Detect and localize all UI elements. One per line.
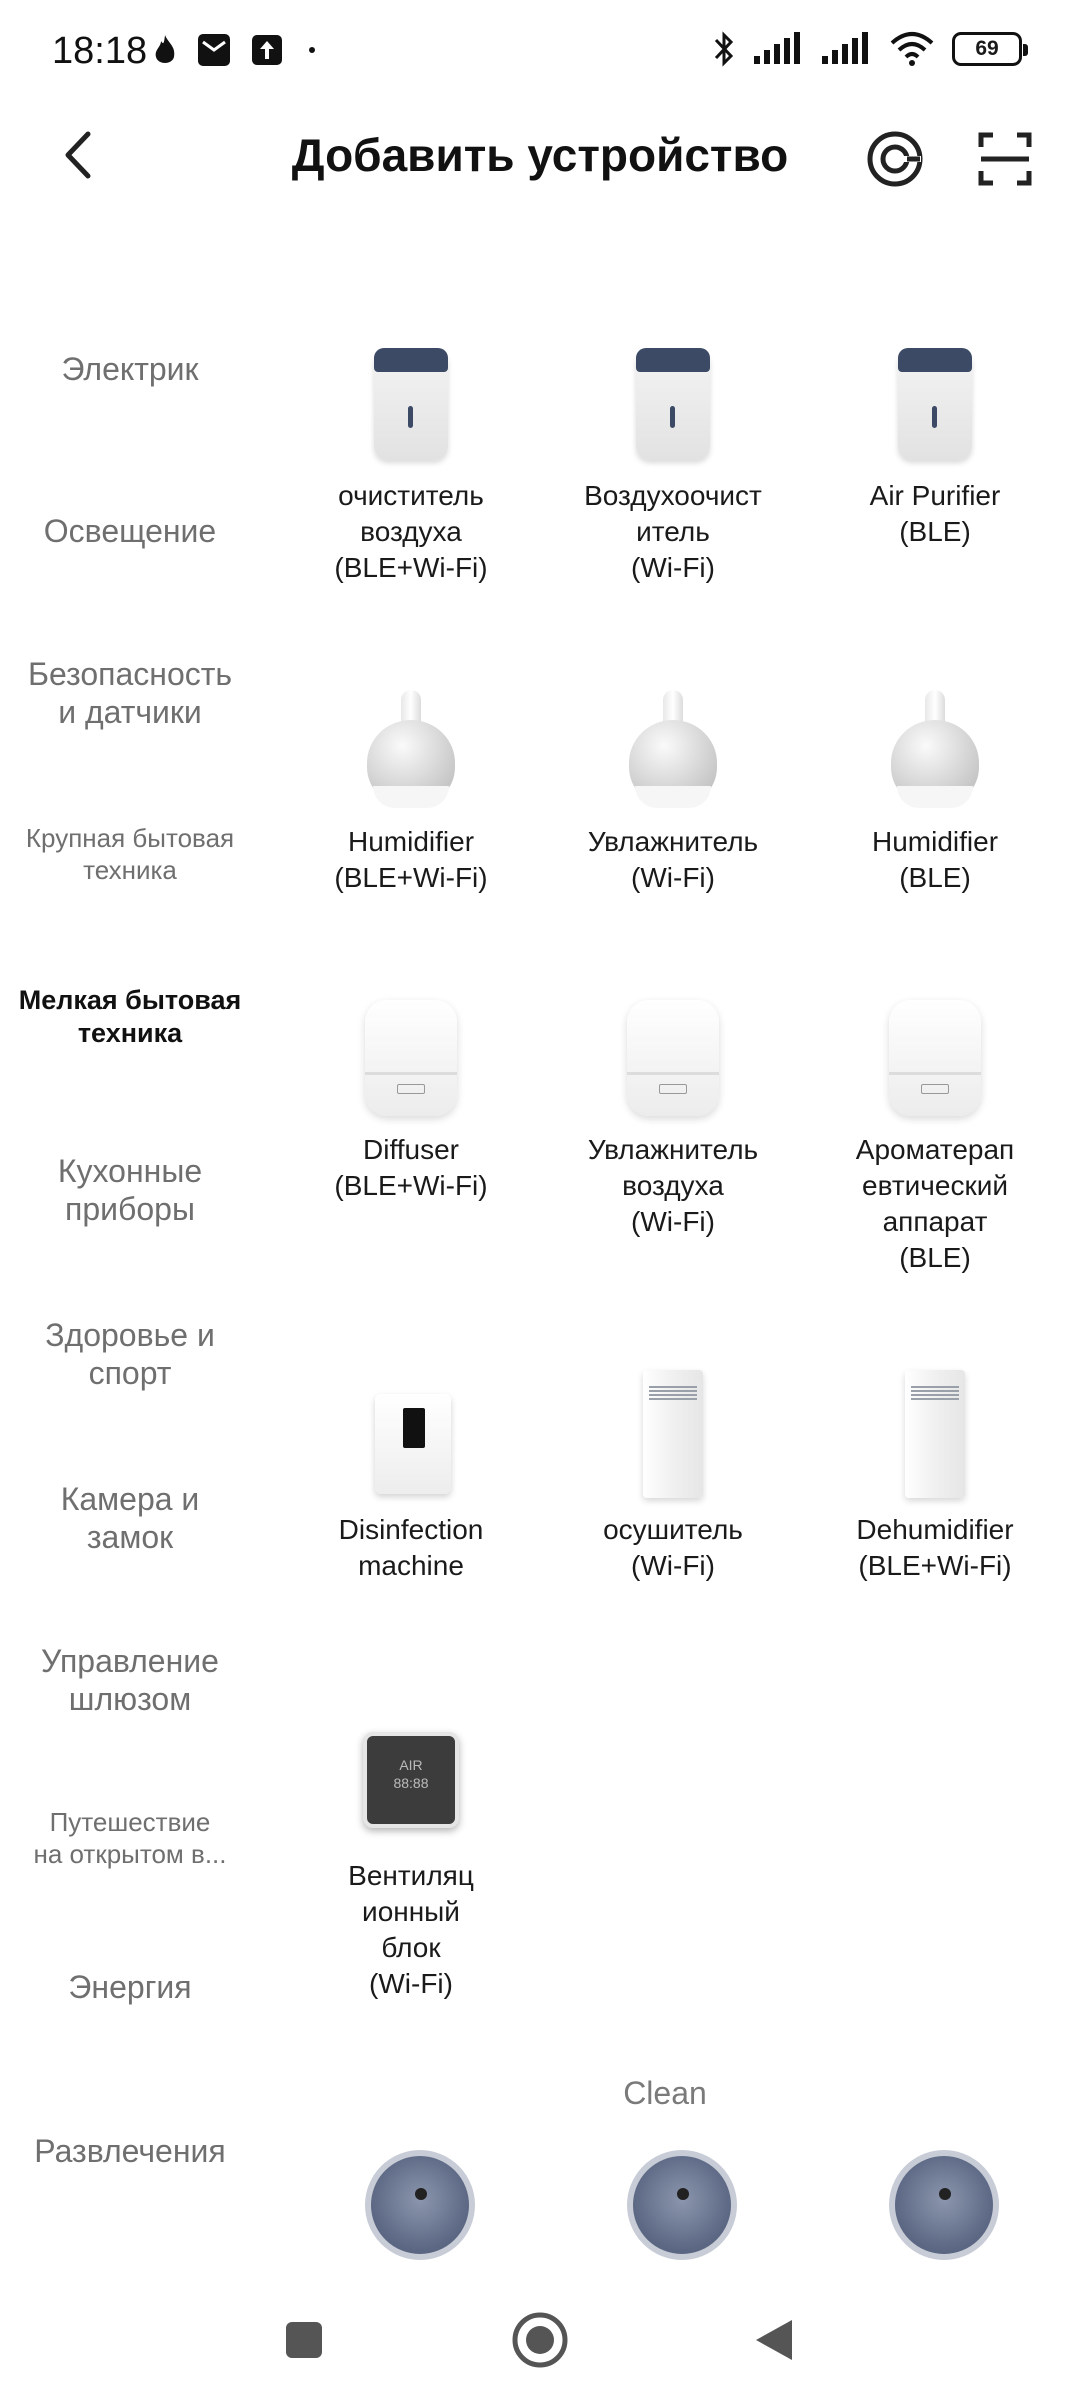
category-energy[interactable]: Энергия — [68, 1969, 192, 2005]
device-card[interactable] — [810, 330, 1060, 550]
upload-icon — [250, 33, 284, 67]
page-header — [0, 110, 1080, 270]
category-small-appliances[interactable]: Мелкая бытовая техника — [18, 985, 242, 1048]
category-kitchen[interactable]: Кухонные приборы — [57, 1153, 203, 1227]
device-card[interactable] — [548, 1364, 798, 1584]
section-title-clean: Clean — [623, 2075, 707, 2111]
device-card[interactable] — [810, 1364, 1060, 1584]
ventilation-screen-digits: 88:88 — [393, 1775, 429, 1791]
dehumidifier-icon — [865, 1364, 1005, 1504]
status-system-icons — [712, 30, 1022, 68]
wifi-icon — [888, 31, 936, 67]
category-security[interactable]: Безопасность и датчики — [27, 656, 233, 730]
recents-icon — [283, 2319, 325, 2361]
diffuser-icon — [341, 984, 481, 1124]
humidifier-icon — [603, 676, 743, 816]
diffuser-icon — [603, 984, 743, 1124]
device-card[interactable] — [548, 676, 798, 896]
category-camera-lock[interactable]: Камера и замок — [60, 1481, 200, 1555]
device-name: Ароматерап евтический аппарат (BLE) — [855, 1134, 1015, 1273]
scan-button[interactable] — [960, 114, 1050, 204]
device-card[interactable] — [548, 2130, 798, 2278]
auto-discover-button[interactable] — [850, 114, 940, 204]
home-icon — [510, 2310, 570, 2370]
page-title: Добавить устройство — [291, 129, 789, 181]
category-gateway[interactable]: Управление шлюзом — [41, 1643, 219, 1717]
bluetooth-icon — [712, 30, 736, 68]
device-name: очиститель воздуха (BLE+Wi-Fi) — [334, 480, 488, 583]
air-purifier-icon — [341, 330, 481, 470]
device-name: Увлажнитель (Wi-Fi) — [587, 826, 759, 893]
air-purifier-icon — [865, 330, 1005, 470]
nav-back-button[interactable] — [734, 2300, 814, 2380]
device-name: Вентиляц ионный блок (Wi-Fi) — [348, 1860, 474, 1999]
category-outdoor[interactable]: Путешествие на открытом в... — [33, 1807, 227, 1869]
humidifier-icon — [341, 676, 481, 816]
device-card[interactable] — [286, 1710, 536, 2002]
auto-discover-icon — [865, 129, 925, 189]
dehumidifier-icon — [603, 1364, 743, 1504]
back-triangle-icon — [752, 2316, 796, 2364]
status-time: 18:18 — [52, 30, 148, 72]
device-card[interactable] — [810, 2130, 1060, 2278]
device-name: Воздухоочист итель (Wi-Fi) — [584, 480, 762, 583]
system-navigation-bar — [0, 2280, 1080, 2400]
device-card[interactable] — [286, 2130, 536, 2278]
air-purifier-icon — [603, 330, 743, 470]
recents-button[interactable] — [264, 2300, 344, 2380]
status-bar — [0, 0, 1080, 110]
diffuser-icon — [865, 984, 1005, 1124]
device-card[interactable] — [286, 330, 536, 586]
dot-icon — [302, 40, 322, 60]
device-grid — [0, 320, 1080, 2280]
robot-vacuum-icon — [603, 2130, 743, 2270]
flame-icon — [152, 33, 178, 67]
device-name: Увлажнитель воздуха (Wi-Fi) — [587, 1134, 759, 1237]
mail-icon — [196, 32, 232, 68]
ventilation-unit-icon — [341, 1710, 481, 1850]
humidifier-icon — [865, 676, 1005, 816]
device-name: Disinfection machine — [338, 1514, 484, 1581]
device-card[interactable] — [548, 984, 798, 1240]
disinfection-machine-icon — [341, 1364, 481, 1504]
device-card[interactable] — [810, 984, 1060, 1276]
status-notification-icons — [152, 32, 322, 68]
scan-icon — [977, 131, 1033, 187]
device-card[interactable] — [810, 676, 1060, 896]
signal-icon-2 — [820, 32, 872, 66]
category-large-appliances[interactable]: Крупная бытовая техника — [25, 823, 235, 885]
battery-level: 69 — [975, 37, 999, 60]
category-electrician[interactable]: Электрик — [61, 351, 199, 387]
device-card[interactable] — [286, 676, 536, 896]
device-name: Humidifier (BLE) — [871, 826, 999, 893]
robot-vacuum-icon — [865, 2130, 1005, 2270]
home-button[interactable] — [500, 2300, 580, 2380]
category-health[interactable]: Здоровье и спорт — [45, 1317, 215, 1391]
device-card[interactable] — [548, 330, 798, 586]
signal-icon — [752, 32, 804, 66]
device-name: Dehumidifier (BLE+Wi-Fi) — [856, 1514, 1014, 1581]
device-name: Humidifier (BLE+Wi-Fi) — [334, 826, 488, 893]
device-name: Air Purifier (BLE) — [869, 480, 1001, 547]
robot-vacuum-icon — [341, 2130, 481, 2270]
device-name: осушитель (Wi-Fi) — [603, 1514, 743, 1581]
device-name: Diffuser (BLE+Wi-Fi) — [334, 1134, 488, 1201]
ventilation-screen-label: AIR — [399, 1757, 423, 1773]
category-entertainment[interactable]: Развлечения — [34, 2133, 226, 2169]
category-lighting[interactable]: Освещение — [43, 513, 217, 549]
battery-indicator — [952, 32, 1022, 66]
device-card[interactable] — [286, 984, 536, 1204]
device-card[interactable] — [286, 1364, 536, 1584]
